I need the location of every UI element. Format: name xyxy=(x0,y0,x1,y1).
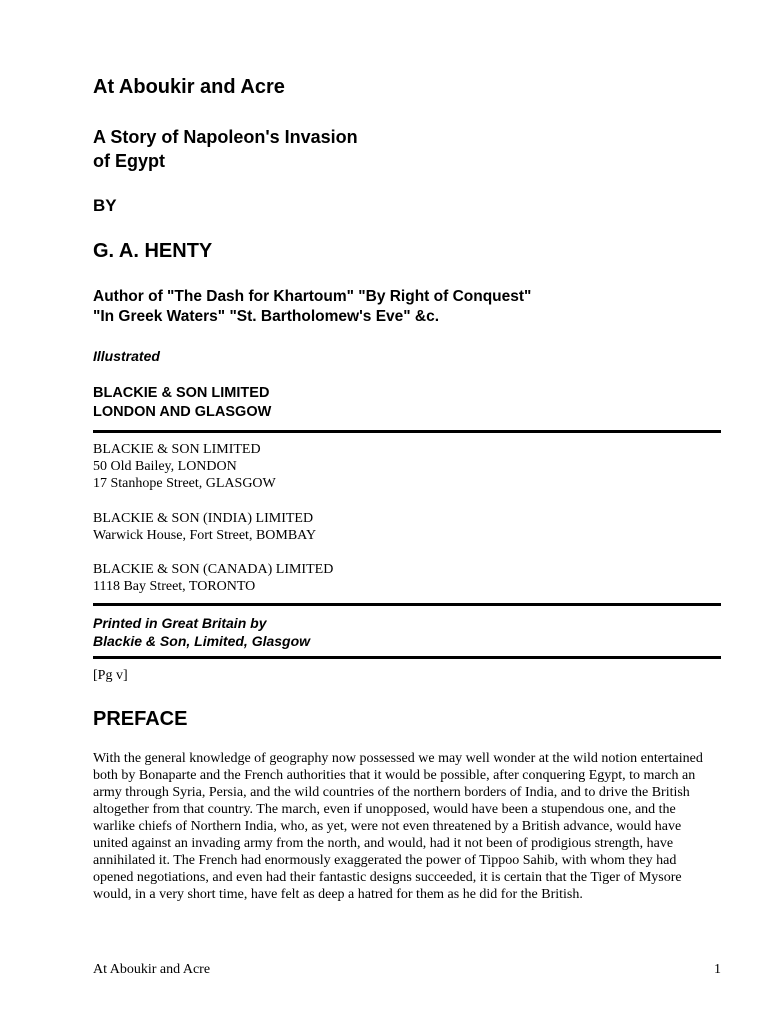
subtitle-line: of Egypt xyxy=(93,151,165,171)
address-line: 17 Stanhope Street, GLASGOW xyxy=(93,476,276,491)
subtitle-line: A Story of Napoleon's Invasion xyxy=(93,127,358,147)
footer-page-number: 1 xyxy=(714,962,721,977)
preface-heading: PREFACE xyxy=(93,708,188,730)
preface-line: opened negotiations, and even had their fantastic designs succeeded, it is certain that the Tiger of Mysore xyxy=(93,870,682,885)
address-line: BLACKIE & SON (INDIA) LIMITED xyxy=(93,511,314,526)
printer-line: Blackie & Son, Limited, Glasgow xyxy=(93,633,311,649)
printer-note xyxy=(93,614,310,650)
author-other-works xyxy=(93,287,531,327)
address-block-india xyxy=(93,510,316,544)
preface-line: army through Syria, Persia, and the wild countries of the northern borders of India, and to drive the British xyxy=(93,785,690,800)
footer-running-title: At Aboukir and Acre xyxy=(93,962,211,977)
address-line: Warwick House, Fort Street, BOMBAY xyxy=(93,528,317,543)
address-line: BLACKIE & SON LIMITED xyxy=(93,442,261,457)
illustrated-note: Illustrated xyxy=(93,348,160,364)
book-title: At Aboukir and Acre xyxy=(93,76,285,98)
byline-label: BY xyxy=(93,196,117,215)
page-marker: [Pg v] xyxy=(93,668,128,683)
other-works-line: "In Greek Waters" "St. Bartholomew's Eve" &c. xyxy=(93,308,440,325)
preface-paragraph xyxy=(93,750,733,903)
divider-rule xyxy=(93,603,721,606)
publisher-line: LONDON AND GLASGOW xyxy=(93,404,272,420)
address-line: 50 Old Bailey, LONDON xyxy=(93,459,237,474)
preface-line: united against an invading army from the north, and would, had it not been of prodigious strength, have xyxy=(93,836,674,851)
publisher-block xyxy=(93,384,271,422)
preface-line: altogether from that country. The march, even if unopposed, would have been a stupendous one, and the xyxy=(93,802,676,817)
preface-line: With the general knowledge of geography now possessed we may well wonder at the wild notion entertained xyxy=(93,751,703,766)
book-subtitle xyxy=(93,125,358,173)
other-works-line: Author of "The Dash for Khartoum" "By Right of Conquest" xyxy=(93,288,532,305)
address-block-london xyxy=(93,441,276,492)
publisher-line: BLACKIE & SON LIMITED xyxy=(93,385,270,401)
address-line: BLACKIE & SON (CANADA) LIMITED xyxy=(93,562,334,577)
preface-line: warlike chiefs of Northern India, who, as yet, were not even threatened by a British advance, would have xyxy=(93,819,682,834)
preface-line: annihilated it. The French had enormously exaggerated the power of Tippoo Sahib, with whom they had xyxy=(93,853,677,868)
divider-rule xyxy=(93,430,721,433)
printer-line: Printed in Great Britain by xyxy=(93,615,267,631)
divider-rule xyxy=(93,656,721,659)
address-line: 1118 Bay Street, TORONTO xyxy=(93,579,256,594)
preface-line: both by Bonaparte and the French authorities that it would be possible, after conquering Egypt, to march an xyxy=(93,768,696,783)
address-block-canada xyxy=(93,561,333,595)
preface-line: would, in a very short time, have felt as deep a hatred for them as he did for the British. xyxy=(93,887,583,902)
author-name: G. A. HENTY xyxy=(93,240,213,262)
